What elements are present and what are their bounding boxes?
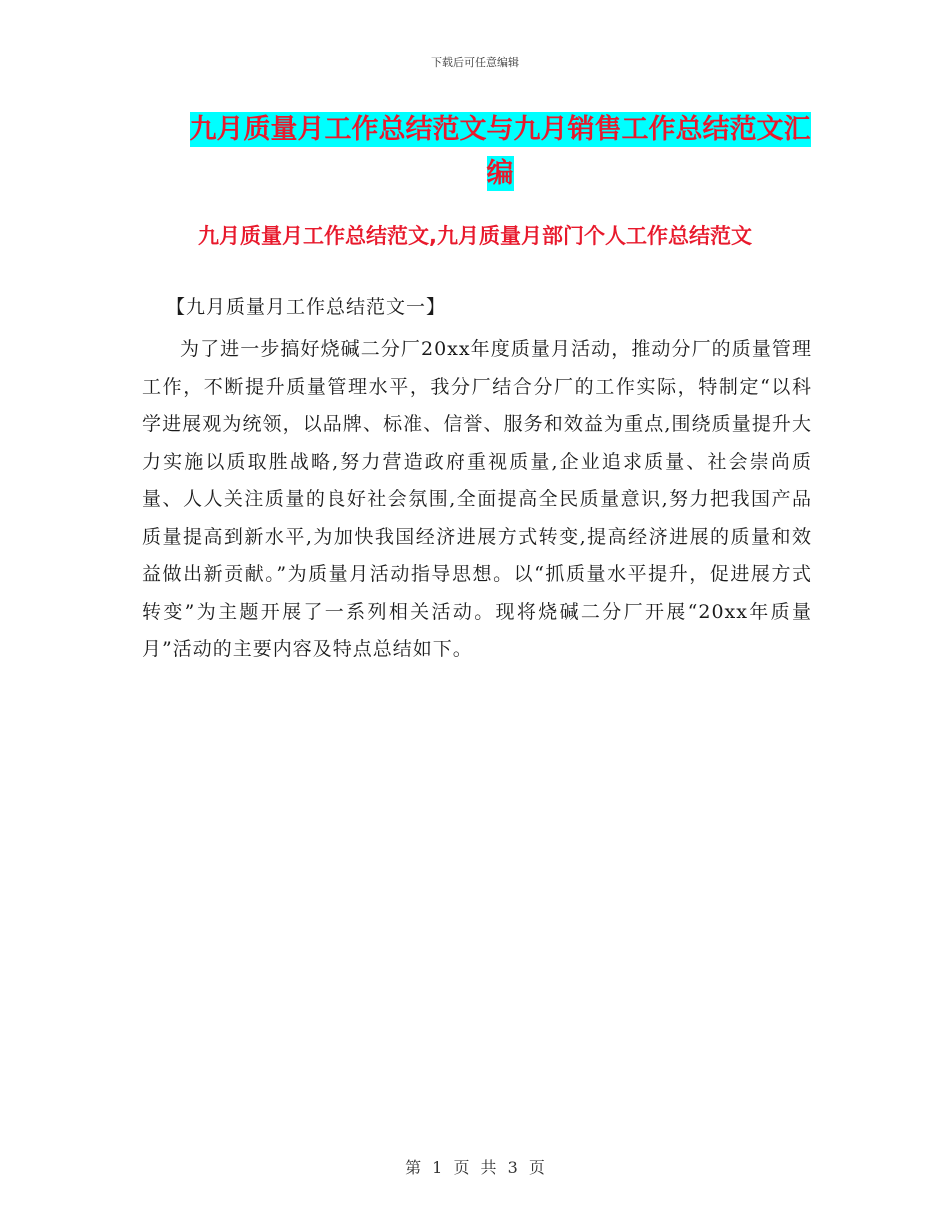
- header-note: 下载后可任意编辑: [431, 56, 519, 69]
- page-indicator: 第 1 页 共 3 页: [405, 1158, 545, 1177]
- body-paragraph: 为了进一步搞好烧碱二分厂20xx年度质量月活动，推动分厂的质量管理工作，不断提升质量管理水平，我分厂结合分厂的工作实际，特制定“以科学进展观为统领，以品牌、标准、信誉、服务和效益为重点,围绕质量提升大力实施以质取胜战略,努力营造政府重视质量,企业追求质量、社会崇尚质量、人人关注质量的良好社会氛围,全面提高全民质量意识,努力把我国产品质量提高到新水平,为加快我国经济进展方式转变,提高经济进展的质量和效益做出新贡献。”为质量月活动指导思想。以“抓质量水平提升，促进展方式转变”为主题开展了一系列相关活动。现将烧碱二分厂开展“20xx年质量月”活动的主要内容及特点总结如下。: [142, 338, 812, 660]
- subheading: 【九月质量月工作总结范文一】: [166, 296, 447, 318]
- document-title: [180, 108, 820, 196]
- section-heading: 九月质量月工作总结范文,九月质量月部门个人工作总结范文: [198, 224, 752, 248]
- document-title-text: 九月质量月工作总结范文与九月销售工作总结范文汇编: [189, 114, 811, 189]
